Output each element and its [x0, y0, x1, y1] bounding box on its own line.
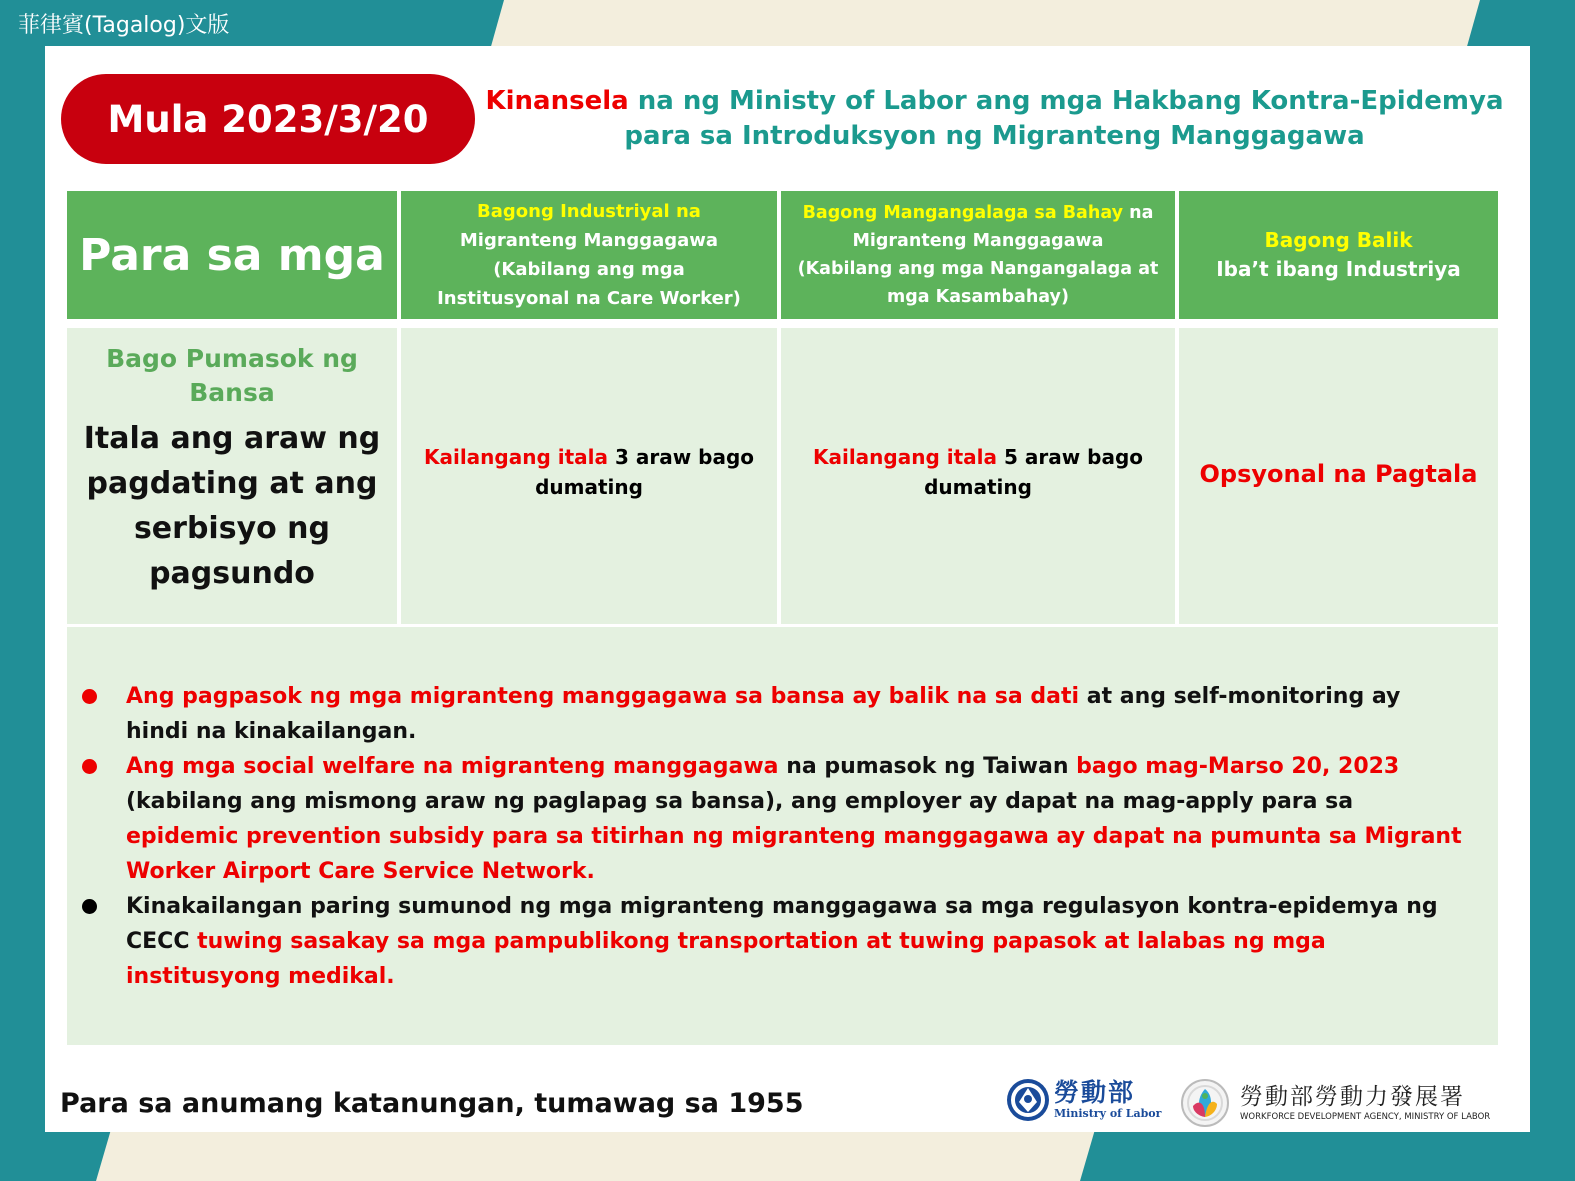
note-item-2	[67, 749, 1483, 889]
note-1-red: Ang pagpasok ng mga migranteng manggagawa sa bansa ay balik na sa dati	[126, 684, 1080, 709]
cell-industrial-red: Kailangang itala	[423, 445, 609, 469]
col1-highlight: Bagong Industriyal na	[477, 201, 701, 222]
col2-line-3: (Kabilang ang mga Nangangalaga at	[797, 259, 1159, 279]
note-2-line-3: epidemic prevention subsidy para sa titirhan ng migranteng manggagawa ay dapat na pumunta sa Migrant	[126, 824, 1462, 849]
date-badge-text: Mula 2023/3/20	[107, 97, 429, 141]
col2-line-2: Migranteng Manggagawa	[852, 231, 1104, 251]
cell-domestic-red: Kailangang itala	[812, 445, 998, 469]
col1-line-3: (Kabilang ang mga	[493, 259, 685, 280]
cell-domestic-line-1	[813, 442, 1143, 472]
date-badge	[61, 74, 475, 164]
col2-line-1	[798, 199, 1159, 227]
title-line-1	[482, 84, 1507, 119]
col2-highlight-rest: na	[1123, 203, 1154, 223]
column-header-returning	[1179, 191, 1498, 319]
agency-text	[1240, 1083, 1490, 1123]
page-title	[482, 84, 1507, 154]
col2-line-4: mga Kasambahay)	[887, 287, 1069, 307]
agency-name-en: WORKFORCE DEVELOPMENT AGENCY, MINISTRY OF LABOR	[1240, 1112, 1491, 1122]
note-1-line-2: hindi na kinakailangan.	[126, 719, 417, 744]
ministry-name-zh: 勞動部	[1054, 1078, 1136, 1107]
cell-returning-text: Opsyonal na Pagtala	[1199, 460, 1478, 488]
cell-industrial	[401, 328, 777, 624]
row-label-line-4: pagsundo	[149, 556, 315, 591]
cell-domestic	[781, 328, 1175, 624]
notes-list	[67, 627, 1498, 994]
col3-line-2: Iba’t ibang Industriya	[1216, 257, 1461, 281]
note-2-line-2: (kabilang ang mismong araw ng paglapag sa bansa), ang employer ay dapat na mag-apply para sa	[126, 789, 1354, 814]
col1-line-2: Migranteng Manggagawa	[459, 230, 719, 251]
note-2-line-1	[126, 749, 1483, 784]
note-2-line-4: Worker Airport Care Service Network.	[126, 859, 595, 884]
col3-highlight: Bagong Balik	[1264, 228, 1413, 252]
column-header-domestic	[781, 191, 1175, 319]
col1-line-4: Institusyonal na Care Worker)	[437, 288, 741, 309]
cell-domestic-line-2: dumating	[924, 475, 1032, 499]
row-label-line-2: pagdating at ang	[86, 466, 378, 501]
note-3-line-2	[126, 924, 1483, 959]
agency-name-zh: 勞動部勞動力發展署	[1240, 1084, 1465, 1110]
cell-industrial-line-1	[424, 442, 754, 472]
row-label-line-3: serbisyo ng	[133, 511, 331, 546]
bullet-black-icon	[82, 899, 97, 914]
note-item-1	[67, 679, 1483, 749]
ministry-text	[1054, 1079, 1161, 1121]
ministry-of-labor-logo	[1006, 1078, 1161, 1122]
bullet-red-icon	[82, 689, 97, 704]
title-highlight: Kinansela	[485, 86, 629, 116]
bottom-beige-band	[96, 1126, 1096, 1181]
ministry-name-en: Ministry of Labor	[1054, 1107, 1162, 1120]
row-label-cell	[67, 328, 397, 624]
ministry-emblem-icon	[1006, 1078, 1050, 1122]
note-2-red-2: bago mag-Marso 20, 2023	[1076, 754, 1400, 779]
title-line-1-rest: na ng Ministy of Labor ang mga Hakbang Kontra-Epidemya	[628, 86, 1504, 116]
note-2-red-1: Ang mga social welfare na migranteng manggagawa	[126, 754, 779, 779]
row-label-line-1: Itala ang araw ng	[83, 421, 381, 456]
row-label	[84, 416, 381, 596]
row-subtitle: Bago Pumasok ng Bansa	[106, 344, 358, 407]
agency-emblem-icon	[1180, 1078, 1230, 1128]
note-3-red-1: tuwing sasakay sa mga pampublikong transportation at tuwing papasok at lalabas ng mga	[197, 929, 1326, 954]
contact-footer: Para sa anumang katanungan, tumawag sa 1955	[60, 1088, 804, 1119]
workforce-agency-logo	[1180, 1078, 1490, 1128]
title-line-2: para sa Introduksyon ng Migranteng Manggagawa	[624, 121, 1365, 151]
note-3-black-2: CECC	[126, 929, 198, 954]
bullet-red-icon	[82, 759, 97, 774]
col2-highlight: Bagong Mangangalaga sa Bahay	[802, 203, 1124, 223]
language-tag: 菲律賓(Tagalog)文版	[18, 13, 230, 38]
table-corner-header	[67, 191, 397, 319]
note-1-line-1	[126, 679, 1483, 714]
cell-returning	[1179, 328, 1498, 624]
note-2-black-1: na pumasok ng Taiwan	[778, 754, 1077, 779]
note-3-line-3: institusyong medikal.	[126, 964, 395, 989]
note-1-black: at ang self-monitoring ay	[1079, 684, 1401, 709]
column-header-industrial	[401, 191, 777, 319]
corner-text: Para sa mga	[79, 229, 385, 281]
note-3-line-1: Kinakailangan paring sumunod ng mga migranteng manggagawa sa mga regulasyon kontra-epidemya ng	[126, 894, 1438, 919]
notes-panel	[67, 627, 1498, 1045]
cell-industrial-line-2: dumating	[535, 475, 643, 499]
cell-industrial-rest: 3 araw bago	[608, 445, 755, 469]
top-beige-band	[490, 0, 1480, 50]
note-item-3	[67, 889, 1483, 994]
cell-domestic-rest: 5 araw bago	[997, 445, 1144, 469]
